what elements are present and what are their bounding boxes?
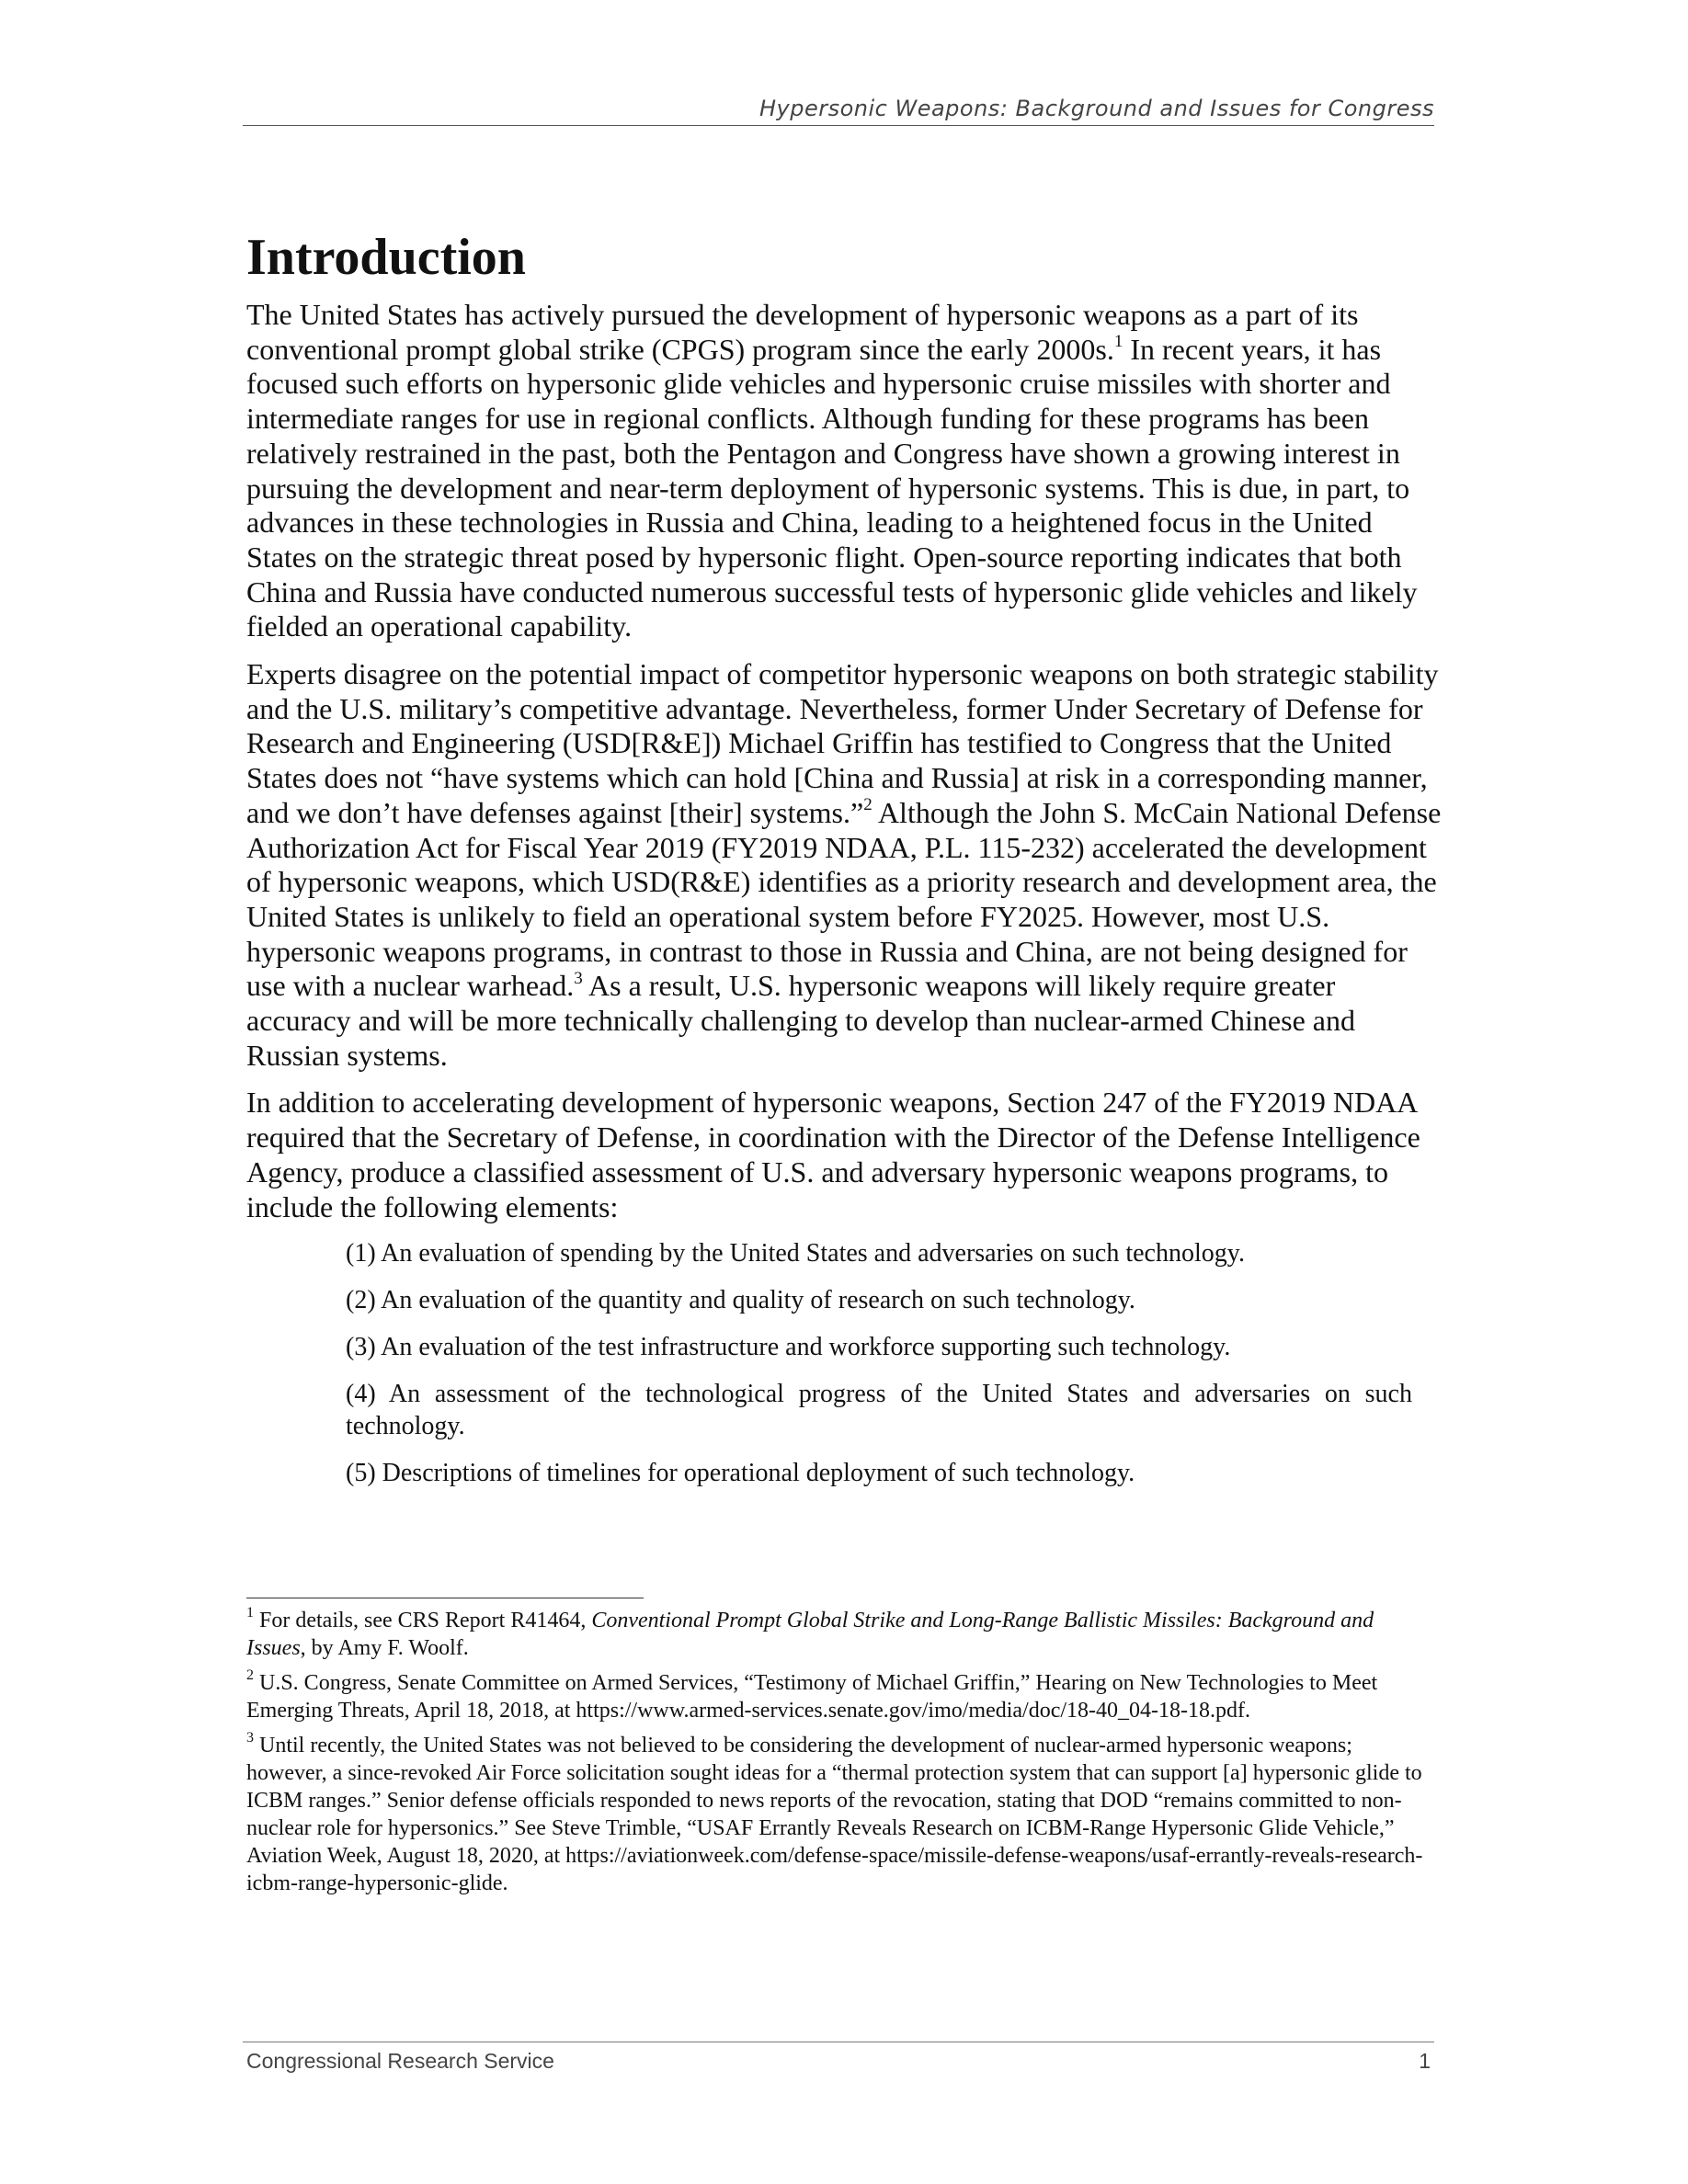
footnote-text: For details, see CRS Report R41464,	[254, 1609, 592, 1632]
footnote-text: , by Amy F. Woolf.	[300, 1636, 469, 1660]
section-heading: Introduction	[246, 229, 526, 286]
footnote-ref-2[interactable]: 2	[863, 795, 873, 815]
paragraph-1	[246, 298, 1442, 644]
paragraph-text: Experts disagree on the potential impact of competitor hypersonic weapons on both strategic stability and the U.S. military’s competitive advantage. Nevertheless, former Under Secretary of Defense for Research and Engineering (USD[R&E]) Michael Griffin has testified to Congress that the United States does not “have systems which can hold [China and Russia] at risk in a corresponding manner, and we don’t have defenses against [their] systems.”	[246, 657, 1439, 829]
footnote-ref-3[interactable]: 3	[574, 968, 583, 988]
footer-publisher: Congressional Research Service	[246, 2049, 554, 2073]
page-footer	[246, 2047, 1431, 2075]
header-rule	[243, 125, 1434, 126]
running-header: Hypersonic Weapons: Background and Issues for Congress	[758, 96, 1434, 121]
footnote-text[interactable]: Until recently, the United States was not believed to be considering the development of nuclear-armed hypersonic weapons; however, a since-revoked Air Force solicitation sought ideas for a “thermal protection system that can support [a] hypersonic glide to ICBM ranges.” Senior defense officials responded to news reports of the revocation, stating that DOD “remains committed to non-nuclear role for hypersonics.” See Steve Trimble, “USAF Errantly Reveals Research on ICBM-Range Hypersonic Glide Vehicle,” Aviation Week, August 18, 2020, at https://aviationweek.com/defense-space/missile-defense-weapons/usaf-errantly-reveals-research-icbm-range-hypersonic-glide.	[246, 1734, 1423, 1895]
page-number: 1	[1419, 2049, 1431, 2073]
list-item: (5) Descriptions of timelines for operational deployment of such technology.	[346, 1459, 1135, 1488]
footnote-mark: 2	[246, 1667, 254, 1683]
paragraph-text: In addition to accelerating development of hypersonic weapons, Section 247 of the FY2019 NDAA required that the Secretary of Defense, in coordination with the Director of the Defense Intelligence Agency, produce a classified assessment of U.S. and adversary hypersonic weapons programs, to include the following elements:	[246, 1086, 1420, 1223]
footnotes	[246, 1607, 1432, 1905]
paragraph-text: The United States has actively pursued the development of hypersonic weapons as a part of its conventional prompt global strike (CPGS) program since the early 2000s.	[246, 298, 1359, 366]
footnote-1	[246, 1607, 1432, 1662]
paragraph-3	[246, 1086, 1442, 1224]
main-content	[246, 228, 1442, 1504]
list-item: (2) An evaluation of the quantity and quality of research on such technology.	[346, 1286, 1135, 1315]
paragraph-2	[246, 657, 1442, 1073]
footnote-3	[246, 1732, 1432, 1897]
footnote-text[interactable]: U.S. Congress, Senate Committee on Armed Services, “Testimony of Michael Griffin,” Hearing on New Technologies to Meet Emerging Threats, April 18, 2018, at https://www.armed-services.senate.gov/imo/media/doc/18-40_04-18-18.pdf.	[246, 1671, 1378, 1723]
list-item: (1) An evaluation of spending by the United States and adversaries on such technology.	[346, 1239, 1245, 1268]
required-elements-list	[246, 1237, 1412, 1489]
paragraph-text: Although the John S. McCain National Defense Authorization Act for Fiscal Year 2019 (FY2019 NDAA, P.L. 115-232) accelerated the development of hypersonic weapons, which USD(R&E) identifies as a priority research and development area, the United States is unlikely to field an operational system before FY2025. However, most U.S. hypersonic weapons programs, in contrast to those in Russia and China, are not being designed for use with a nuclear warhead.	[246, 795, 1442, 1003]
paragraph-text: In recent years, it has focused such efforts on hypersonic glide vehicles and hypersonic cruise missiles with shorter and intermediate ranges for use in regional conflicts. Although funding for these programs has been relatively restrained in the past, both the Pentagon and Congress have shown a growing interest in pursuing the development and near-term deployment of hypersonic systems. This is due, in part, to advances in these technologies in Russia and China, leading to a heightened focus in the United States on the strategic threat posed by hypersonic flight. Open-source reporting indicates that both China and Russia have conducted numerous successful tests of hypersonic glide vehicles and likely fielded an operational capability.	[246, 332, 1418, 643]
list-item: (4) An assessment of the technological progress of the United States and adversaries on such technology.	[346, 1380, 1412, 1441]
footnote-mark: 1	[246, 1605, 254, 1621]
list-item: (3) An evaluation of the test infrastructure and workforce supporting such technology.	[346, 1333, 1231, 1362]
footnote-mark: 3	[246, 1730, 254, 1746]
footnote-2	[246, 1669, 1432, 1724]
report-title: Conventional Prompt Global Strike and Long-Range Ballistic Missiles: Background and Issues	[246, 1609, 1374, 1660]
paragraph-text: As a result, U.S. hypersonic weapons will likely require greater accuracy and will be more technically challenging to develop than nuclear-armed Chinese and Russian systems.	[246, 969, 1355, 1072]
footnote-ref-1[interactable]: 1	[1113, 332, 1123, 352]
